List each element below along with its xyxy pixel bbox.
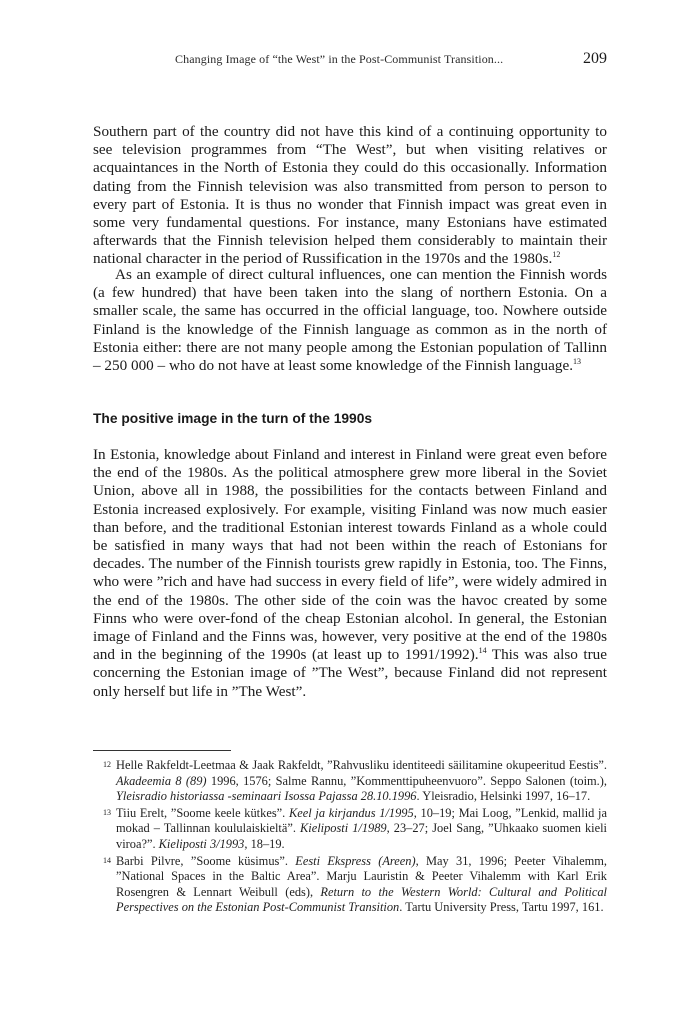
footnote-title: Kieliposti 3/1993 — [158, 836, 245, 851]
running-title: Changing Image of “the West” in the Post-Communist Transition... — [175, 52, 504, 66]
footnote-14 — [93, 854, 607, 916]
footnote-text: . Yleisradio, Helsinki 1997, 16–17. — [416, 789, 591, 804]
section-heading: The positive image in the turn of the 1990s — [93, 411, 373, 426]
footnote-text: Barbi Pilvre, ”Soome küsimus”. — [116, 853, 296, 868]
page-number: 209 — [583, 50, 607, 67]
footnotes — [93, 758, 607, 917]
running-header — [93, 50, 607, 70]
paragraph-3-text-a: In Estonia, knowledge about Finland and interest in Finland were great even before the end of the 1980s. As the political atmosphere grew more liberal in the Soviet Union, above all in 1988, the possibilities for the contacts between Finland and Estonia increased explosively. For example, visiting Finland was now much easier than before, and the traditional Estonian interest towards Finland as a whole could be satisfied in many ways that had not been within the reach of Estonians for decades. The number of the Finnish tourists grew rapidly in Estonia, too. The Finns, who were ”rich and have had success in every field of life”, were widely admired in the end of the 1980s. The other side of the coin was the havoc created by some Finns who were over-fond of the cheap Estonian alcohol. In general, the Estonian image of Finland and the Finns was, however, very positive at the end of the 1980s and in the beginning of the 1990s (at least up to 1991/1992). — [93, 446, 607, 664]
footnote-13 — [93, 806, 607, 853]
footnote-number: 13 — [103, 807, 111, 817]
footnote-text: . Tartu University Press, Tartu 1997, 161. — [399, 900, 604, 915]
footnote-text: Tiiu Erelt, ”Soome keele kütkes”. — [116, 805, 289, 820]
footnote-text: , 10–19; Mai Loog, ”Lenkid, mallid ja mokad – Tallinnan koululaiskieltä”. — [116, 805, 607, 836]
paragraph-2-text: As an example of direct cultural influences, one can mention the Finnish words (a few hundred) that have been taken into the slang of northern Estonia. On a smaller scale, the same has occurred in the official language, too. Nowhere outside Finland is the knowledge of the Finnish language as common as in the north of Estonia either: there are not many people among the Estonian population of Tallinn – 250 000 – who do not have at least some knowledge of the Finnish language. — [93, 266, 607, 375]
footnote-number: 12 — [103, 760, 111, 769]
paragraph-1-text: Southern part of the country did not have this kind of a continuing opportunity to see television programmes from “The West”, but when visiting relatives or acquaintances in the North of Estonia they could do this occasionally. Information dating from the Finnish television was also transmitted from person to person to every part of Estonia. It is thus no wonder that Finnish impact was great even in some very fundamental questions. For instance, many Estonians have estimated afterwards that the Finnish television helped them considerably to maintain their national character in the period of Russification in the 1970s and the 1980s. — [93, 123, 607, 268]
paragraph-3-text-b: This was also true concerning the Estonian image of ”The West”, because Finland did not represent only herself but life in ”The West”. — [93, 646, 607, 700]
footnote-ref-12[interactable]: 12 — [552, 250, 561, 260]
footnote-number: 14 — [103, 855, 111, 865]
paragraph-2 — [93, 266, 607, 375]
footnote-title: Yleisradio historiassa -seminaari Isossa Pajassa 28.10.1996 — [116, 789, 417, 804]
footnote-title: Eesti Ekspress (Areen) — [295, 853, 416, 868]
footnote-title: Return to the Western World: Cultural and Political Perspectives on the Estonian Post-Communist Transition — [116, 884, 607, 915]
footnote-ref-13[interactable]: 13 — [573, 356, 582, 366]
footnote-divider — [93, 750, 231, 751]
footnote-title: Akadeemia 8 (89) — [116, 773, 207, 788]
footnote-text: , 18–19. — [244, 836, 285, 851]
paragraph-1 — [93, 123, 607, 269]
footnote-title: Kieliposti 1/1989 — [299, 821, 387, 836]
footnote-text: Helle Rakfeldt-Leetmaa & Jaak Rakfeldt, ”Rahvusliku identiteedi säilitamine okupeeritud Eestis”. — [116, 758, 607, 772]
footnote-text: , 23–27; Joel Sang, ”Uhkaako suomen kieli viroa?”. — [116, 821, 607, 851]
footnote-text: 1996, 1576; Salme Rannu, ”Kommenttipuheenvuoro”. Seppo Salonen (toim.), — [206, 773, 607, 788]
paragraph-3 — [93, 446, 607, 701]
footnote-ref-14[interactable]: 14 — [478, 646, 487, 656]
footnote-text: , May 31, 1996; Peeter Vihalemm, ”National Spaces in the Baltic Area”. Marju Lauristin & Peeter Vihalemm with Karl Erik Rosengren & Lennart Weibull (eds), — [116, 853, 607, 899]
footnote-12 — [93, 758, 607, 805]
footnote-title: Keel ja kirjandus 1/1995 — [288, 805, 414, 820]
